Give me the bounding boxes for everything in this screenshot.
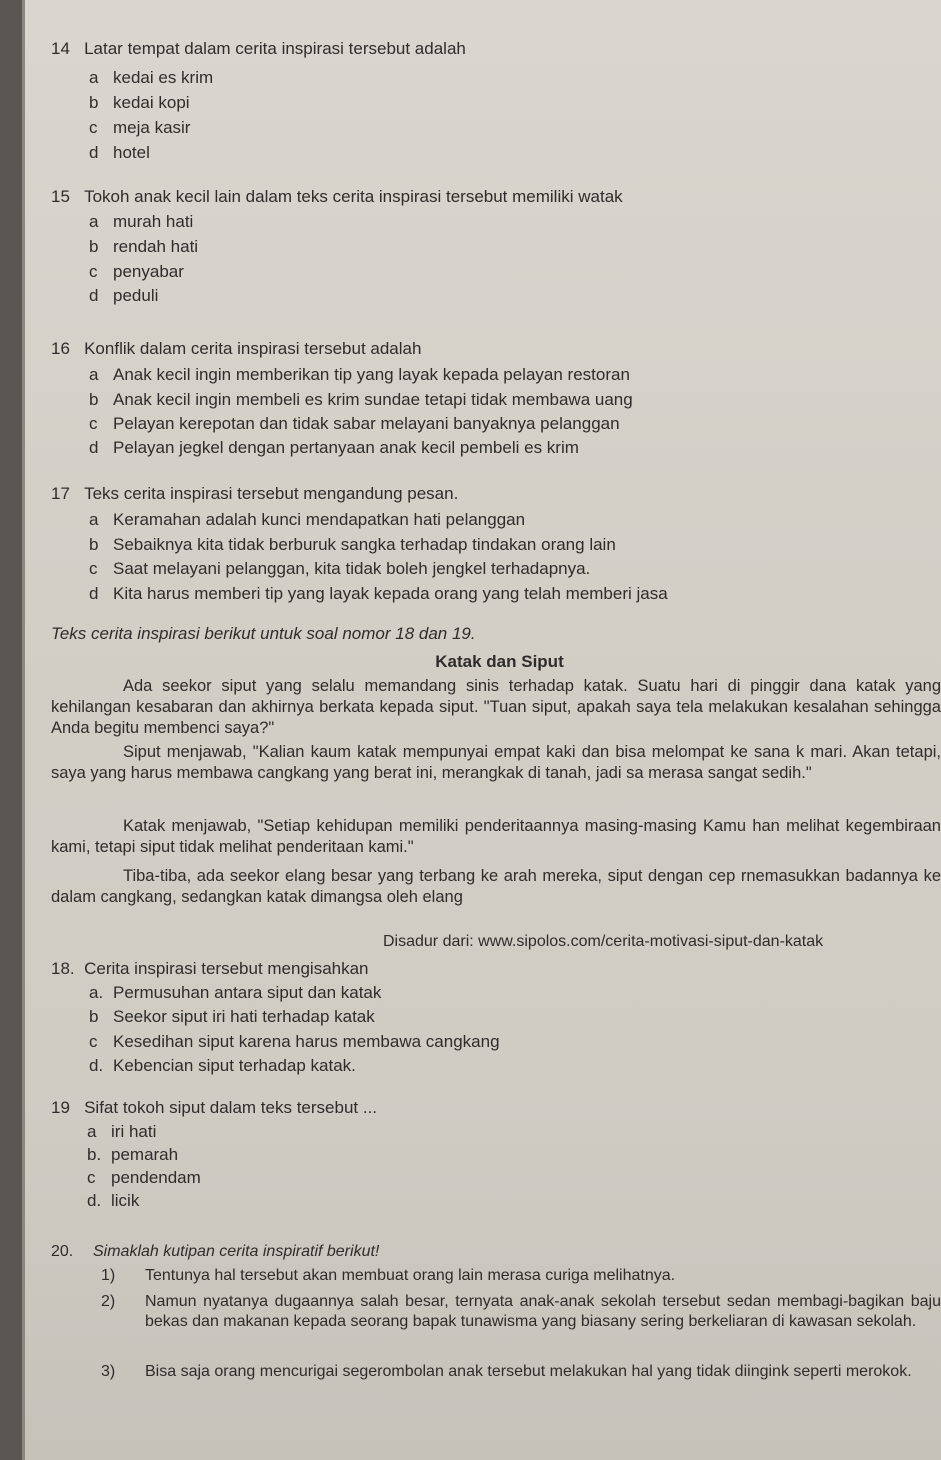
option-16b[interactable]: b Anak kecil ingin membeli es krim sundae tetapi tidak membawa uang	[89, 390, 633, 409]
option-15b[interactable]: b rendah hati	[89, 237, 199, 256]
question-number: 19	[51, 1098, 70, 1117]
question-number: 14	[51, 39, 70, 58]
option-14d[interactable]: d hotel	[89, 143, 150, 162]
question-20-stem	[51, 1242, 379, 1262]
question-text: Cerita inspirasi tersebut mengisahkan	[84, 959, 369, 978]
option-14c[interactable]: c meja kasir	[89, 118, 191, 137]
question-text: Tokoh anak kecil lain dalam teks cerita inspirasi tersebut memiliki watak	[84, 187, 623, 206]
story-paragraph: Katak menjawab, "Setiap kehidupan memiliki penderitaannya masing-masing Kamu han melihat kegembiraan kami, tetapi siput tidak melihat penderitaan kami."	[51, 817, 941, 856]
option-15a[interactable]: a murah hati	[89, 212, 194, 231]
option-17a[interactable]: a Keramahan adalah kunci mendapatkan hati pelanggan	[89, 510, 526, 529]
story-intro: Teks cerita inspirasi berikut untuk soal nomor 18 dan 19.	[51, 624, 476, 643]
option-19a[interactable]: a iri hati	[87, 1122, 157, 1141]
quote-item: 1) Tentunya hal tersebut akan membuat orang lain merasa curiga melihatnya.	[101, 1267, 676, 1284]
option-15d[interactable]: d peduli	[89, 286, 159, 305]
worksheet-page	[22, 0, 941, 1460]
option-16c[interactable]: c Pelayan kerepotan dan tidak sabar melayani banyaknya pelanggan	[89, 414, 620, 433]
question-17	[51, 483, 458, 505]
story-title: Katak dan Siput	[435, 652, 564, 671]
option-15c[interactable]: c penyabar	[89, 262, 184, 281]
question-15	[51, 186, 623, 208]
option-19d[interactable]: d. licik	[87, 1191, 140, 1210]
quote-item: 2) Namun nyatanya dugaannya salah besar, ternyata anak-anak sekolah tersebut sedan membagi-bagikan baju bekas dan makanan kepada seorang bapak tunawisma yang biasany sering berkeliaran di kawasan sekolah.	[101, 1293, 941, 1330]
option-16a[interactable]: a Anak kecil ingin memberikan tip yang layak kepada pelayan restoran	[89, 365, 630, 384]
question-18-stem	[51, 958, 369, 980]
question-17-stem	[51, 483, 458, 505]
question-18	[51, 958, 369, 980]
option-17c[interactable]: c Saat melayani pelanggan, kita tidak boleh jengkel terhadapnya.	[89, 559, 591, 578]
story-source: Disadur dari: www.sipolos.com/cerita-motivasi-siput-dan-katak	[383, 933, 824, 950]
question-text: Latar tempat dalam cerita inspirasi tersebut adalah	[84, 39, 466, 58]
option-18c[interactable]: c Kesedihan siput karena harus membawa cangkang	[89, 1032, 500, 1051]
option-18d[interactable]: d. Kebencian siput terhadap katak.	[89, 1056, 356, 1075]
option-16d[interactable]: d Pelayan jegkel dengan pertanyaan anak kecil pembeli es krim	[89, 438, 579, 457]
question-number: 15	[51, 187, 70, 206]
question-19-stem	[51, 1097, 377, 1119]
question-16	[51, 338, 421, 360]
question-number: 16	[51, 339, 70, 358]
option-17b[interactable]: b Sebaiknya kita tidak berburuk sangka terhadap tindakan orang lain	[89, 535, 616, 554]
question-16-stem	[51, 338, 421, 360]
quote-item: 3) Bisa saja orang mencurigai segerombolan anak tersebut melakukan hal yang tidak diingink seperti merokok.	[101, 1363, 912, 1380]
question-19	[51, 1097, 377, 1119]
story-paragraph: Ada seekor siput yang selalu memandang sinis terhadap katak. Suatu hari di pinggir dana katak yang kehilangan kesabaran dan akhirnya berkata kepada siput. "Tuan siput, apakah saya tela melakukan kesalahan sehingga Anda begitu membenci saya?"	[51, 677, 941, 737]
story-paragraph: Tiba-tiba, ada seekor elang besar yang terbang ke arah mereka, siput dengan cep rnemasukkan badannya ke dalam cangkang, sedangkan katak dimangsa oleh elang	[51, 867, 941, 906]
option-18a[interactable]: a. Permusuhan antara siput dan katak	[89, 983, 382, 1002]
question-number: 17	[51, 484, 70, 503]
question-text: Konflik dalam cerita inspirasi tersebut adalah	[84, 339, 422, 358]
question-text: Simaklah kutipan cerita inspiratif berikut!	[93, 1243, 380, 1260]
option-14a[interactable]: a kedai es krim	[89, 68, 214, 87]
question-number: 20.	[51, 1243, 74, 1260]
question-number: 18.	[51, 959, 75, 978]
question-text: Sifat tokoh siput dalam teks tersebut ...	[84, 1098, 378, 1117]
question-14-stem	[51, 38, 466, 60]
option-18b[interactable]: b Seekor siput iri hati terhadap katak	[89, 1007, 375, 1026]
question-14	[51, 38, 466, 60]
option-17d[interactable]: d Kita harus memberi tip yang layak kepada orang yang telah memberi jasa	[89, 584, 668, 603]
story-paragraph: Siput menjawab, "Kalian kaum katak mempunyai empat kaki dan bisa melompat ke sana k mari. Akan tetapi, saya yang harus membawa cangkang yang berat ini, merangkak di tanah, jadi sa merasa sangat sedih."	[51, 743, 941, 782]
question-text: Teks cerita inspirasi tersebut mengandung pesan.	[84, 484, 459, 503]
option-19c[interactable]: c pendendam	[87, 1168, 201, 1187]
question-15-stem	[51, 186, 623, 208]
option-19b[interactable]: b. pemarah	[87, 1145, 179, 1164]
option-14b[interactable]: b kedai kopi	[89, 93, 190, 112]
